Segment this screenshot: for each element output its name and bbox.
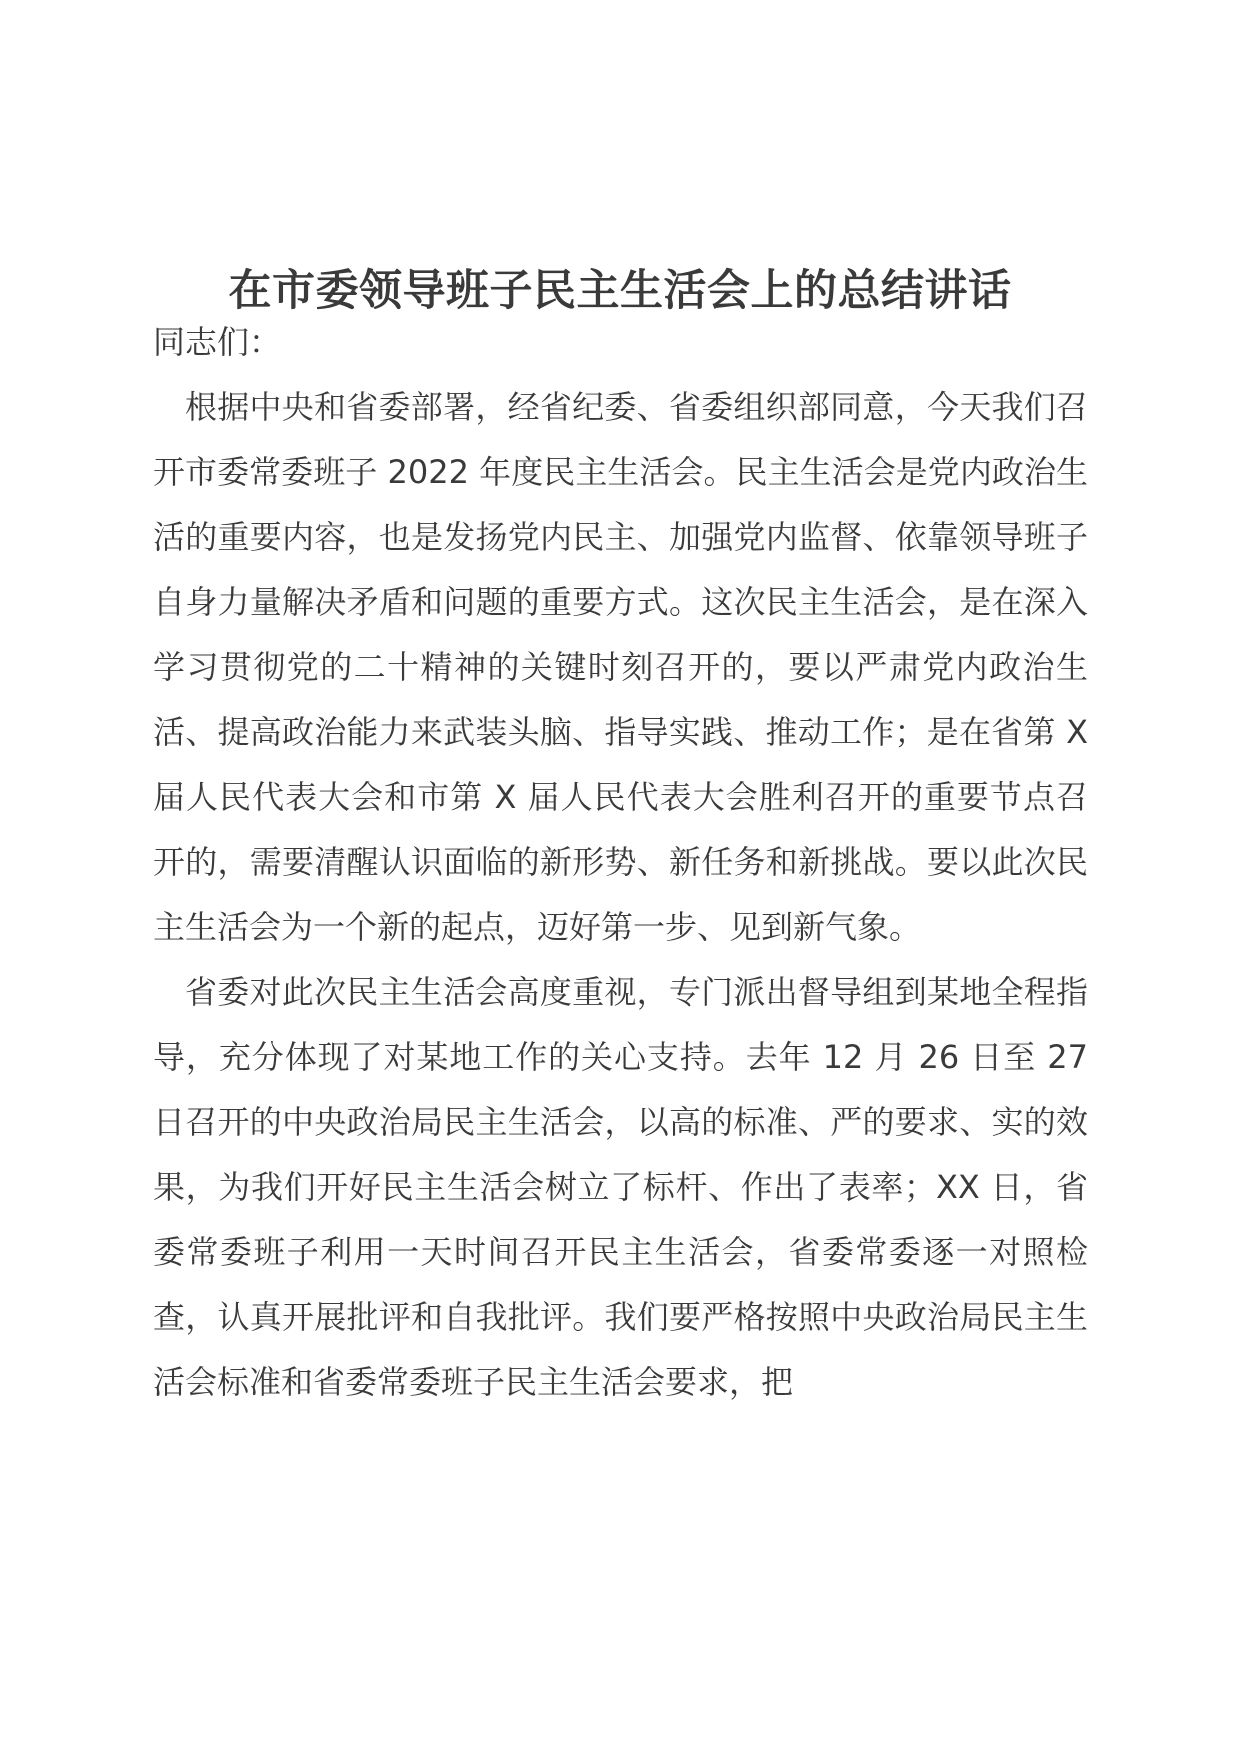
paragraph-2: 省委对此次民主生活会高度重视，专门派出督导组到某地全程指导，充分体现了对某地工作的关心支持。去年 12 月 26 日至 27 日召开的中央政治局民主生活会，以高的标准、严的要求、实的效果，为我们开好民主生活会树立了标杆、作出了表率；XX 日，省委常委班子利用一天时间召开民主生活会，省委常委逐一对照检查，认真开展批评和自我批评。我们要严格按照中央政治局民主生活会标准和省委常委班子民主生活会要求，把	[153, 973, 1088, 1401]
document-title: 在市委领导班子民主生活会上的总结讲话	[228, 265, 1012, 316]
paragraph-1: 根据中央和省委部署，经省纪委、省委组织部同意，今天我们召开市委常委班子 2022 年度民主生活会。民主生活会是党内政治生活的重要内容，也是发扬党内民主、加强党内监督、依靠领导班子自身力量解决矛盾和问题的重要方式。这次民主生活会，是在深入学习贯彻党的二十精神的关键时刻召开的，要以严肃党内政治生活、提高政治能力来武装头脑、指导实践、推动工作；是在省第 X 届人民代表大会和市第 X 届人民代表大会胜利召开的重要节点召开的，需要清醒认识面临的新形势、新任务和新挑战。要以此次民主生活会为一个新的起点，迈好第一步、见到新气象。	[153, 388, 1088, 946]
salutation: 同志们：	[153, 323, 282, 361]
document-body	[153, 310, 1088, 1415]
